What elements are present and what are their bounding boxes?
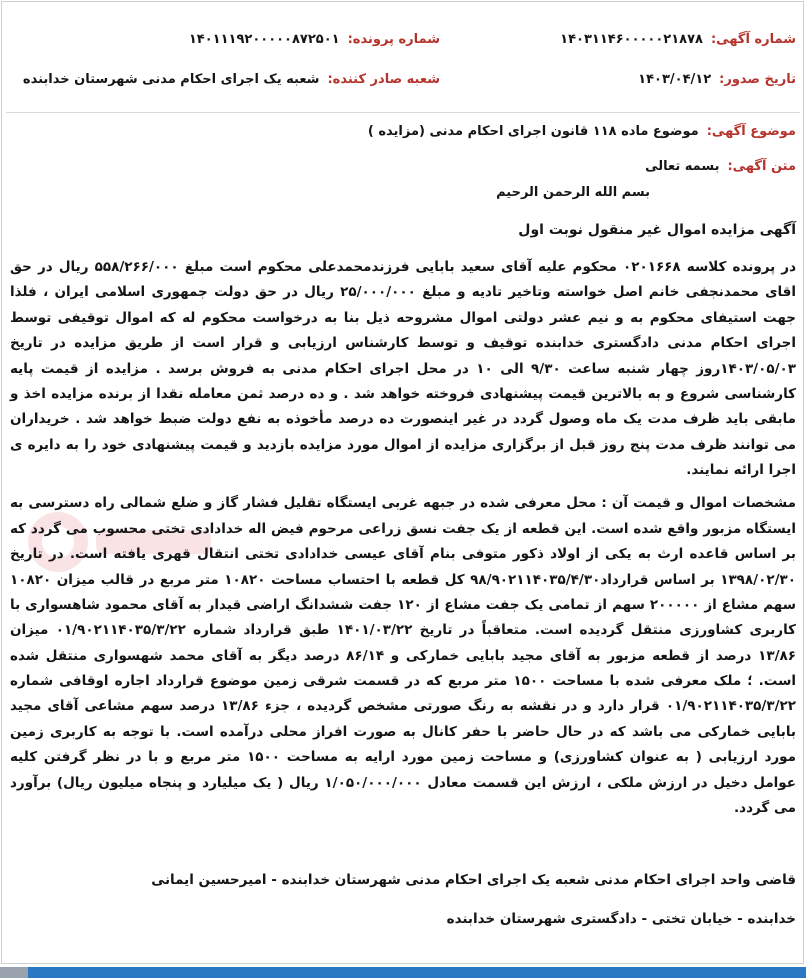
subject-value: موضوع ماده ۱۱۸ قانون اجرای احکام مدنی (مزایده ) (367, 124, 699, 139)
notice-number-label: شماره آگهی: (710, 32, 796, 47)
body-label: متن آگهی: (727, 159, 796, 174)
issue-date-label: تاریخ صدور: (719, 72, 796, 87)
bottom-bar-segment (0, 967, 28, 978)
bottom-bar (0, 967, 806, 978)
body-intro (10, 157, 796, 177)
property-description-paragraph: مشخصات اموال و قیمت آن : محل معرفی شده در جبهه غربی ایستگاه تقلیل فشار گاز و ضلع شمالی راه دسترسی به ایستگاه مزبور واقع شده است. این قطعه از یک جفت نسق زراعی مرحوم فیض اله خدادادی تختی محسوب می گردد که بر اساس قاعده ارث به یکی از اولاد ذکور متوفی بنام آقای عیسی خدادادی تختی انتقال قهری یافته است. در تاریخ ۱۳۹۸/۰۲/۳۰ بر اساس قرارداد۹۸/۹۰۲۱۱۴۰۳۵/۴/۳۰ کل قطعه با احتساب مساحت ۱۰۸۲۰ متر مربع در قالب میزان ۱۰۸۲۰ سهم مشاع از ۲۰۰۰۰۰ سهم از تمامی یک جفت مشاع از ۱۲۰ جفت ششدانگ اراضی قیدار به آقای محمود شاهسواری با کاربری کشاورزی منتقل گردیده است. متعاقباً در تاریخ ۱۴۰۱/۰۳/۲۲ طبق قرارداد شماره ۰۱/۹۰۲۱۱۴۰۳۵/۳/۲۲ میزان ۱۳/۸۶ درصد از قطعه مزبور به آقای مجید بابایی خمارکی و ۸۶/۱۴ درصد دیگر به آقای محمد شهسواری منتقل شده است. ؛ ملک معرفی شده با مساحت ۱۵۰۰ متر مربع که در قسمت شرقی زمین موضوع قرارداد اجاره اوقافی شماره ۰۱/۹۰۲۱۱۴۰۳۵/۳/۲۲ قرار دارد و در نقشه به رنگ صورتی مشخص گردیده ، جزء ۱۳/۸۶ درصد سهم مشاعی آقای مجید بابایی خمارکی می باشد که در حال حاضر با حفر کانال به صورت افراز محلی درآمده است. با توجه به کاربری زمین مورد ارزیابی ( به عنوان کشاورزی) و مساحت زمین مورد ارایه به مساحت ۱۵۰۰ متر مربع و با در نظر گرفتن کلیه عوامل دخیل در ارزش ملکی ، ارزش این قسمت معادل ۱/۰۵۰/۰۰۰/۰۰۰ ریال ( یک میلیارد و پنجاه میلیون ریال) برآورد می گردد. (10, 495, 796, 816)
issue-date (440, 70, 796, 90)
body-paragraph: در پرونده کلاسه ۰۲۰۱۶۶۸ محکوم علیه آقای سعید بابایی فرزندمحمدعلی محکوم است مبلغ ۵۵۸/۲۶۶/۰۰۰ ریال در حق اقای محمدنجفی خانم اصل خواسته وتاخیر تادیه و مبلغ ۲۵/۰۰۰/۰۰۰ ریال در حق دولت جمهوری اسلامی ایران ، فلذا جهت استیفای محکوم به و نیم عشر دولتی اموال مشروحه ذیل بنا به درخواست محکوم له که اموال توقیفی توسط اجرای احکام مدنی دادگستری خدابنده توقیف و توسط کارشناس ارزیابی و قرار است از طریق مزایده در تاریخ ۱۴۰۳/۰۵/۰۳روز چهار شنبه ساعت ۹/۳۰ الی ۱۰ در محل اجرای احکام مدنی به فروش برسد . مزایده از قیمت پایه کارشناسی شروع و به بالاترین قیمت پیشنهادی فروخته خواهد شد . و ده درصد ثمن معامله نقدا از برنده مزایده اخذ و مابقی باید ظرف مدت یک ماه وصول گردد در غیر اینصورت ده درصد مأخوذه به نفع دولت ضبط خواهد شد . خریداران می توانند ظرف مدت پنج روز قبل از برگزاری مزایده از اموال مورد مزایده بازدید و قیمت پیشنهادی خود را به دایره ی اجرا ارائه نمایند. (10, 259, 796, 478)
case-number-value: ۱۴۰۱۱۱۹۲۰۰۰۰۰۸۷۲۵۰۱ (188, 32, 340, 47)
notice-number (440, 30, 796, 50)
issuing-branch-label: شعبه صادر کننده: (327, 72, 440, 87)
notice-heading: آگهی مزایده اموال غیر منقول نوبت اول (518, 222, 796, 238)
body-opening: بسمه تعالی (645, 159, 720, 174)
issue-date-value: ۱۴۰۳/۰۴/۱۲ (638, 72, 712, 87)
judge-signature: قاضی واحد اجرای احکام مدنی شعبه یک اجرای احکام مدنی شهرستان خدابنده - امیرحسین ایمانی (151, 872, 796, 889)
notice-number-value: ۱۴۰۳۱۱۴۶۰۰۰۰۰۲۱۸۷۸ (560, 32, 703, 47)
header-divider (6, 112, 800, 113)
case-number (10, 30, 440, 50)
issuing-branch (10, 70, 440, 90)
notice-content (10, 122, 796, 944)
footer-address: خدابنده - خیابان تختی - دادگستری شهرستان خدابنده (446, 911, 796, 928)
notice-header (10, 30, 796, 90)
subject-label: موضوع آگهی: (706, 124, 796, 139)
basmala: بسم الله الرحمن الرحیم (496, 185, 650, 200)
subject-line (10, 122, 796, 142)
issuing-branch-value: شعبه یک اجرای احکام مدنی شهرستان خدابنده (22, 72, 320, 87)
case-number-label: شماره پرونده: (347, 32, 440, 47)
